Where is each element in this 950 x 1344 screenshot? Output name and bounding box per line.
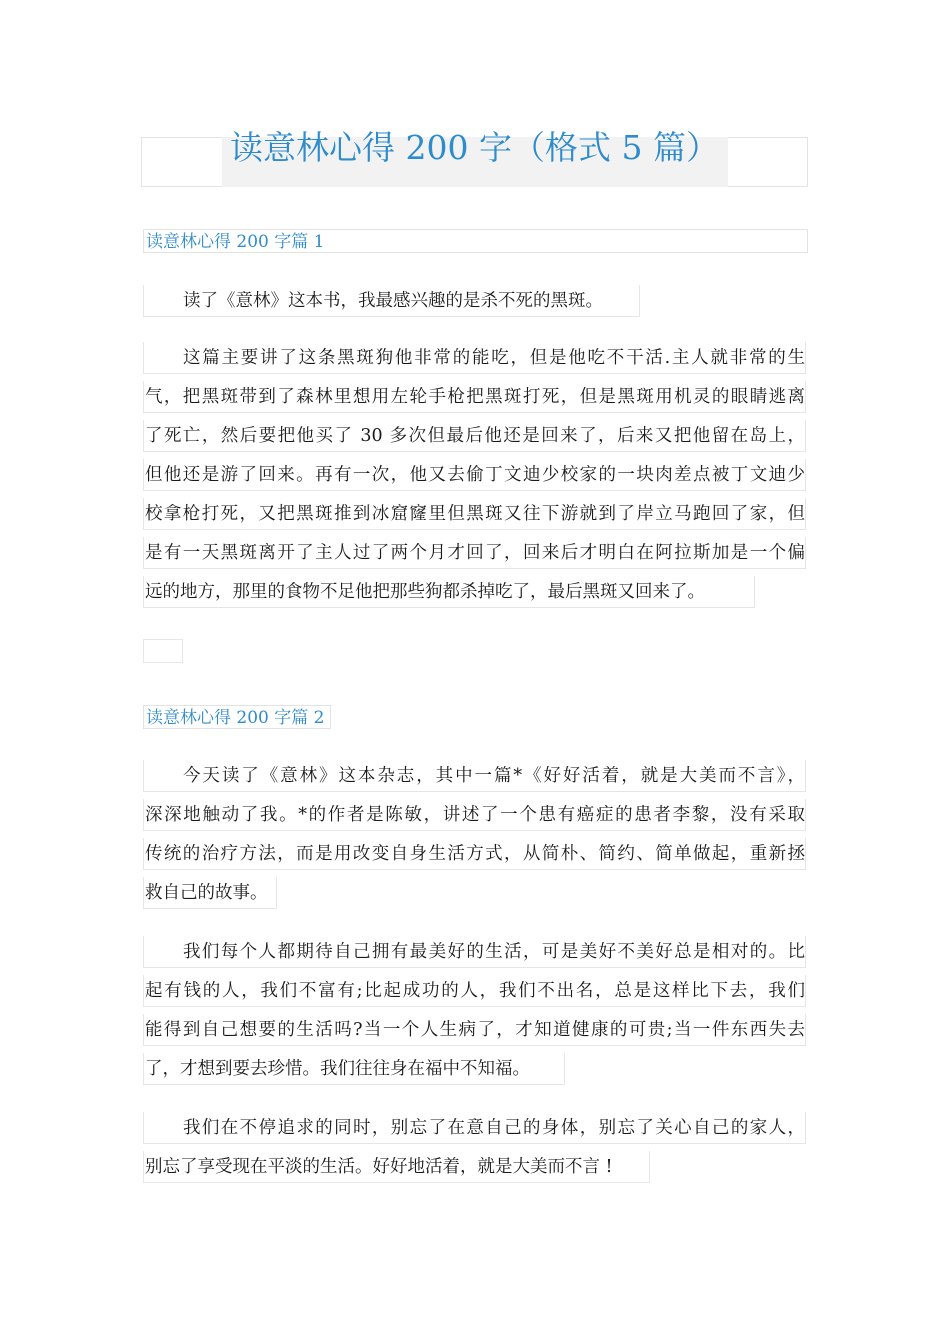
paragraph-line: 这篇主要讲了这条黑斑狗他非常的能吃，但是他吃不干活.主人就非常的生 (143, 342, 806, 374)
document-title: 读意林心得 200 字（格式 5 篇） (230, 128, 719, 167)
paragraph-line: 深深地触动了我。*的作者是陈敏，讲述了一个患有癌症的患者李黎，没有采取 (143, 799, 806, 831)
paragraph-line: 了，才想到要去珍惜。我们往往身在福中不知福。 (143, 1053, 565, 1085)
paragraph-line: 远的地方，那里的食物不足他把那些狗都杀掉吃了，最后黑斑又回来了。 (143, 576, 755, 608)
empty-paragraph (143, 639, 183, 663)
section-heading-2: 读意林心得 200 字篇 2 (143, 705, 331, 729)
paragraph-line: 别忘了享受现在平淡的生活。好好地活着，就是大美而不言 ! (143, 1151, 650, 1183)
paragraph-line: 能得到自己想要的生活吗?当一个人生病了，才知道健康的可贵;当一件东西失去 (143, 1014, 806, 1046)
paragraph-line: 是有一天黑斑离开了主人过了两个月才回了，回来后才明白在阿拉斯加是一个偏 (143, 537, 806, 569)
paragraph-line: 我们每个人都期待自己拥有最美好的生活，可是美好不美好总是相对的。比 (143, 936, 806, 968)
paragraph-line: 我们在不停追求的同时，别忘了在意自己的身体，别忘了关心自己的家人， (143, 1112, 806, 1144)
paragraph-line: 传统的治疗方法，而是用改变自身生活方式，从简朴、简约、简单做起，重新拯 (143, 838, 806, 870)
paragraph-line: 救自己的故事。 (143, 877, 277, 909)
paragraph-line: 了死亡，然后要把他买了 30 多次但最后他还是回来了，后来又把他留在岛上， (143, 420, 806, 452)
paragraph-line: 起有钱的人，我们不富有;比起成功的人，我们不出名，总是这样比下去，我们 (143, 975, 806, 1007)
paragraph-line: 读了《意林》这本书，我最感兴趣的是杀不死的黑斑。 (143, 285, 640, 317)
section-heading-1: 读意林心得 200 字篇 1 (143, 229, 808, 253)
paragraph-line: 但他还是游了回来。再有一次，他又去偷丁文迪少校家的一块肉差点被丁文迪少 (143, 459, 806, 491)
paragraph-line: 校拿枪打死，又把黑斑推到冰窟窿里但黑斑又往下游就到了岸立马跑回了家，但 (143, 498, 806, 530)
paragraph-line: 今天读了《意林》这本杂志，其中一篇*《好好活着，就是大美而不言》， (143, 760, 806, 792)
paragraph-line: 气，把黑斑带到了森林里想用左轮手枪把黑斑打死，但是黑斑用机灵的眼睛逃离 (143, 381, 806, 413)
